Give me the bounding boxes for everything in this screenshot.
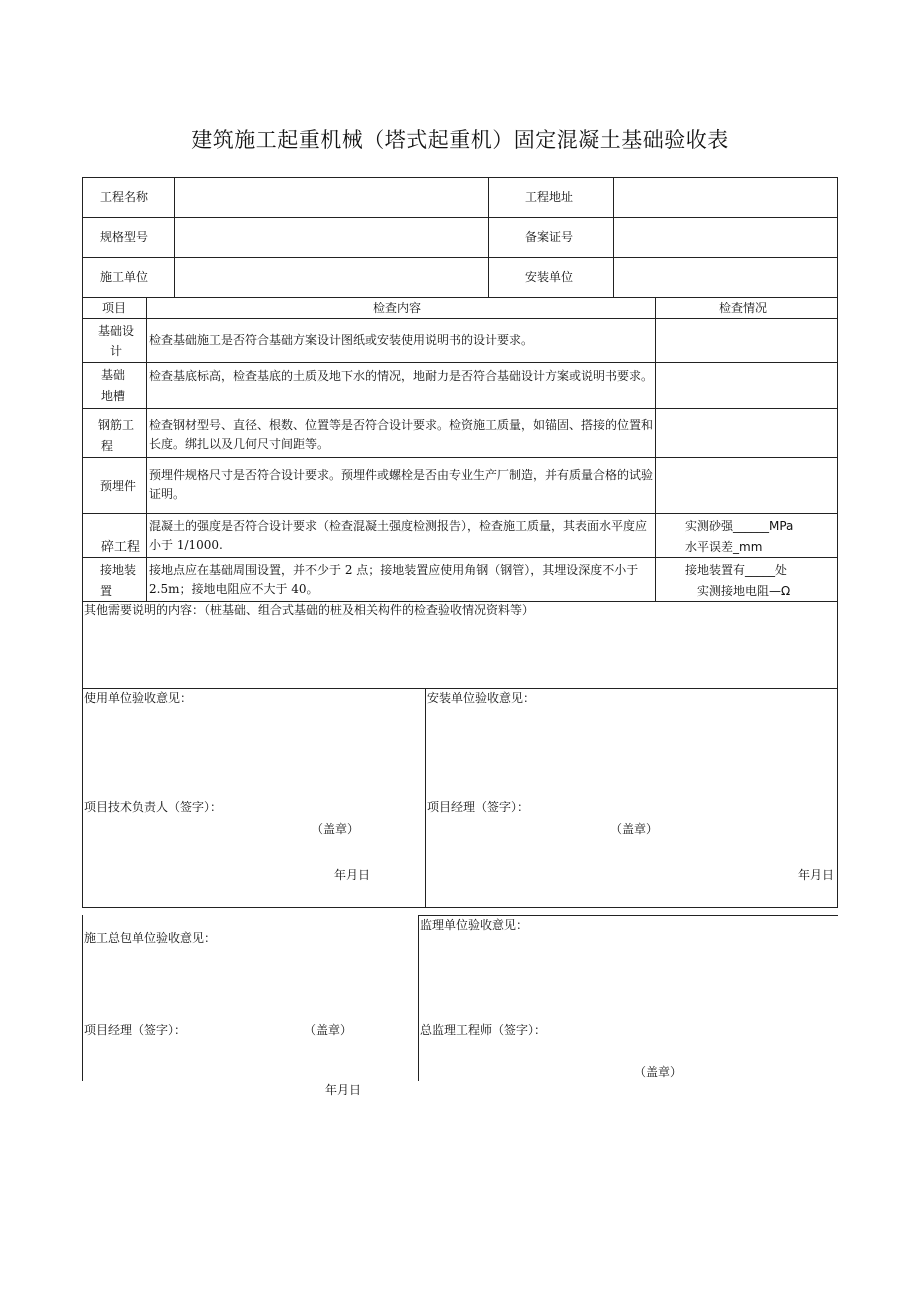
header-content: 检查内容 [373,301,422,315]
row-item-line1: 基础设 [98,324,135,338]
level-error: 水平误差_mm [685,540,763,554]
row-content: 检查基础施工是否符合基础方案设计图纸或安装使用说明书的设计要求。 [149,333,534,347]
install-unit-opinion-label: 安装单位验收意见： [427,691,536,705]
construction-unit-label: 施工单位 [100,270,149,284]
install-unit-label: 安装单位 [525,270,574,284]
row-content: 混凝土的强度是否符合设计要求（检查混凝土强度检测报告），检查施工质量，其表面水平度应小于 1/1000. [149,519,648,552]
install-unit-signer-label: 项目经理（签字）： [427,800,530,814]
use-unit-date-label: 年月日 [334,868,371,882]
row-item-line1: 接地装 [100,563,137,577]
use-unit-signer-label: 项目技术负责人（签字）： [84,800,223,814]
row-content: 接地点应在基础周围设置，并不少于 2 点；接地装置应使用角钢（钢管），其埋设深度不小于 2.5m；接地电阻应不大于 40。 [149,563,639,596]
install-unit-date-label: 年月日 [798,868,835,882]
row-item-line1: 基础 [101,368,126,382]
project-address-label: 工程地址 [525,190,574,204]
row-item-line2: 置 [100,584,113,598]
row-item-line2: 地槽 [101,389,126,403]
spec-model-label: 规格型号 [100,230,149,244]
supervision-seal-label: （盖章） [634,1065,683,1079]
contractor-opinion-label: 施工总包单位验收意见： [84,931,217,945]
contractor-seal-label: （盖章） [304,1023,353,1037]
page-title: 建筑施工起重机械（塔式起重机）固定混凝土基础验收表 [191,128,729,152]
record-no-label: 备案证号 [525,230,574,244]
notes-label: 其他需要说明的内容：（桩基础、组合式基础的桩及相关构件的检查验收情况资料等） [84,603,535,617]
row-content: 预埋件规格尺寸是否符合设计要求。预埋件或螺栓是否由专业生产厂制造，并有质量合格的试验证明。 [149,468,654,501]
install-unit-seal-label: （盖章） [610,822,659,836]
project-name-label: 工程名称 [100,190,149,204]
supervision-opinion-label: 监理单位验收意见： [420,918,529,932]
row-content: 检查基底标高，检查基底的土质及地下水的情况，地耐力是否符合基础设计方案或说明书要求。 [149,369,654,383]
row-item-line1: 预埋件 [100,479,137,493]
contractor-signer-label: 项目经理（签字）： [84,1023,187,1037]
row-item-line2: 程 [101,439,114,453]
use-unit-seal-label: （盖章） [311,822,360,836]
row-content: 检查钢材型号、直径、根数、位置等是否符合设计要求。检资施工质量，如锚固、搭接的位置和长度。绑扎以及几何尺寸间距等。 [149,418,654,451]
row-item-line2: 碎工程 [101,540,141,555]
row-item-line1: 钢筋工 [98,418,135,432]
header-item: 项目 [102,301,127,315]
grounding-count: 接地装置有_____处 [685,563,788,577]
grounding-resistance: 实测接地电阻—Ω [697,584,791,598]
contractor-date-label: 年月日 [325,1083,362,1097]
header-status: 检查情况 [719,301,768,315]
use-unit-opinion-label: 使用单位验收意见： [84,691,193,705]
measured-strength: 实测砂强______MPa [685,519,794,533]
row-item-line2: 计 [110,344,123,358]
supervision-signer-label: 总监理工程师（签字）： [420,1023,547,1037]
